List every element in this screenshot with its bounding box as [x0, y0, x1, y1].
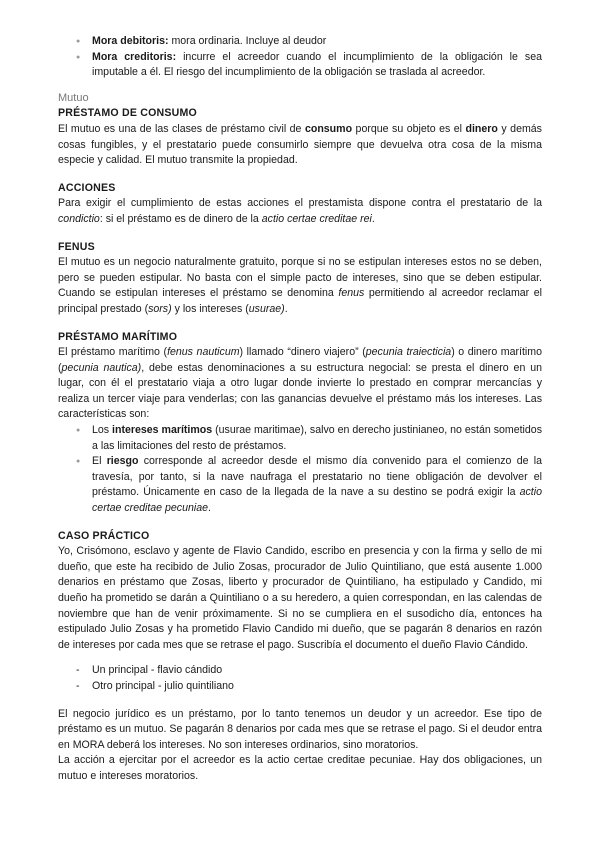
paragraph-analysis: El negocio jurídico es un préstamo, por lo tanto tenemos un deudor y un acreedor. Ese tipo de préstamo es un mutuo. Se pagarán 8 denarios por cada mes que se retrase el pago. Si el deudor entra en MORA deberá los intereses. No son intereses ordinarios, sino moratorios.	[58, 707, 542, 751]
list-item	[58, 50, 542, 81]
bullet-term: Mora debitoris:	[92, 35, 169, 47]
maritimo-list	[58, 423, 542, 517]
heading-prestamo-consumo: PRÉSTAMO DE CONSUMO	[58, 107, 197, 120]
paragraph-maritimo: El préstamo marítimo (fenus nauticum) llamado “dinero viajero” (pecunia traiecticia) o dinero marítimo (pecunia nautica), debe estas denominaciones a su estructura negocial: se presta el dinero en un lugar, con él el prestatario viaja a otro lugar donde invierte lo prestado en comprar mercancías y realiza un tercer viaje para venderlas; con las ganancias devuelve el préstamo más los intereses. Las características son:	[58, 346, 543, 421]
section-subtitle: Mutuo	[58, 91, 89, 104]
heading-acciones: ACCIONES	[58, 181, 116, 194]
list-item	[58, 34, 542, 50]
paragraph-acciones: Para exigir el cumplimiento de estas acciones el prestamista dispone contra el prestatario de la condictio: si el préstamo es de dinero de la actio certae creditae rei.	[58, 197, 542, 225]
list-item: - Un principal - flavio cándido	[58, 663, 542, 679]
mora-list	[58, 34, 542, 81]
list-item: - Otro principal - julio quintiliano	[58, 679, 542, 695]
heading-caso-practico: CASO PRÁCTICO	[58, 529, 150, 542]
paragraph-caso: Yo, Crisómono, esclavo y agente de Flavio Candido, escribo en presencia y con la firma y sello de mi dueño, que este ha recibido de Julio Zosas, procurador de Julio Quintiliano, que está ausente 1.000 denarios en préstamo que Zosas, liberto y procurador de Quintiliano, ha estipulado y Candido, mi dueño ha prometido se darán a Quintiliano o a su heredero, a quien correspondan, en las calendas de noviembre que han de venir próximamente. Si no se cumpliera en el susodicho día, entonces ha estipulado Julio Zosas y ha prometido Flavio Candido mi dueño, que se pagarán 8 denarios en razón de intereses por cada mes que se retrase el pago. Suscribía el documento el dueño Flavio Cándido.	[58, 545, 542, 651]
principals-list	[58, 663, 542, 694]
list-item: ● El riesgo corresponde al acreedor desde el mismo día convenido para el comienzo de la travesía, por tanto, si la nave naufraga el prestatario no tiene obligación de devolver el préstamo. Únicamente en caso de la llegada de la nave a su destino se podrá exigir la actio certae creditae pecuniae.	[58, 454, 542, 516]
heading-prestamo-maritimo: PRÉSTAMO MARÍTIMO	[58, 330, 178, 343]
bullet-text: mora ordinaria. Incluye al deudor	[168, 35, 327, 47]
list-item: ● Los intereses marítimos (usurae maritimae), salvo en derecho justinianeo, no están sometidos a las limitaciones del resto de préstamos.	[58, 423, 542, 454]
paragraph-fenus: El mutuo es un negocio naturalmente gratuito, porque si no se estipulan intereses estos no se deben, pero se pueden estipular. No basta con el simple pacto de intereses, sino que se deben estipular. Cuando se estipulan intereses el préstamo se denomina fenus permitiendo al acreedor reclamar el principal prestado (sors) y los intereses (usurae).	[58, 256, 543, 315]
bullet-term: Mora creditoris:	[92, 50, 177, 63]
paragraph-accion: La acción a ejercitar por el acreedor es la actio certae creditae pecuniae. Hay dos obligaciones, un mutuo e intereses moratorios.	[58, 754, 542, 782]
paragraph-consumo: El mutuo es una de las clases de préstamo civil de consumo porque su objeto es el dinero y demás cosas fungibles, y el prestatario puede consumirlo siempre que devuelva otra cosa de la misma especie y calidad. El mutuo transmite la propiedad.	[58, 122, 542, 167]
bullet-text: incurre el acreedor cuando el incumplimiento de la obligación le sea imputable a él. El riesgo del incumplimiento de la obligación se traslada al acreedor.	[92, 50, 542, 79]
heading-fenus: FENUS	[58, 240, 95, 253]
